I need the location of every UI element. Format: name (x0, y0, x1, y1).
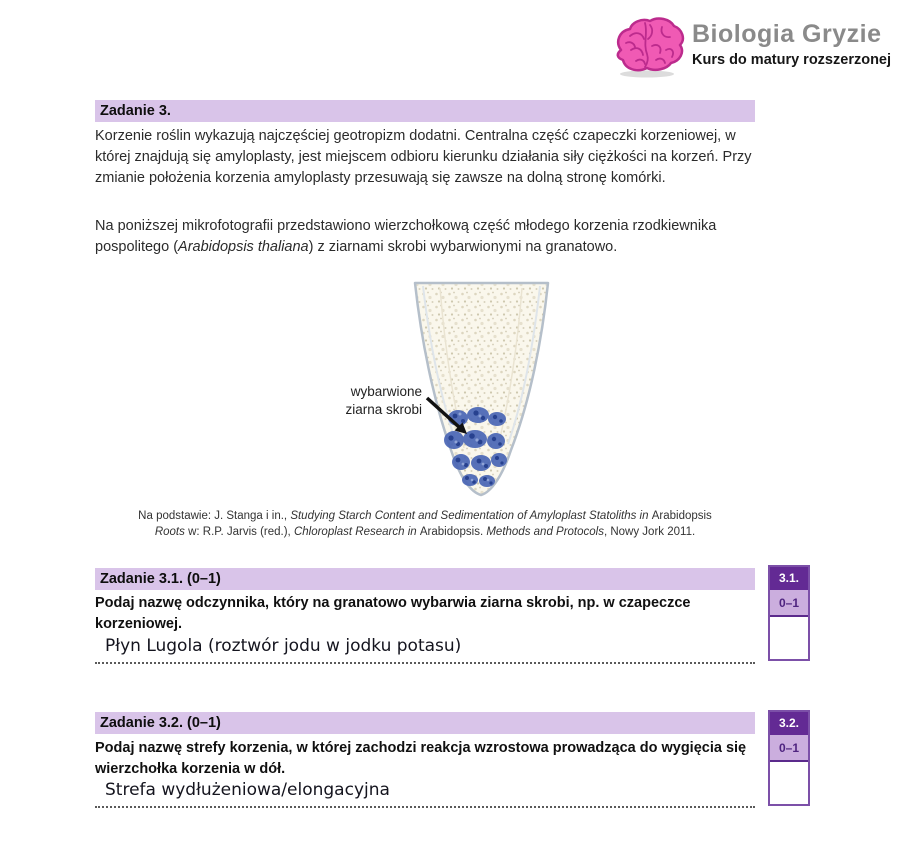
task3-header-bar (95, 100, 755, 122)
task32-score-points: 0–1 (770, 735, 808, 762)
task32-score-empty-cell (770, 762, 808, 804)
brand-subtitle: Kurs do matury rozszerzonej (692, 52, 892, 68)
task3-header-label: Zadanie 3. (100, 103, 171, 119)
figure-label-line2: ziarna skrobi (345, 402, 422, 417)
citation-line1: Na podstawie: J. Stanga i in., Studying Starch Content and Sedimentation of Amyloplast Statoliths in Arabidopsis (138, 510, 712, 522)
task3-intro-paragraph: Korzenie roślin wykazują najczęściej geotropizm dodatni. Centralna część czapeczki korzeniowej, w której znajdują się amyloplasty, jest miejscem odbioru kierunku działania siły ciężkości na korzeń. Przy zmianie położenia korzenia amyloplasty przesuwają się zawsze na dolną stronę komórki. (95, 128, 752, 186)
citation (95, 508, 755, 540)
task32-answer-field[interactable]: Strefa wydłużeniowa/elongacyjna (95, 780, 755, 808)
brand-title: Biologia Gryzie (692, 20, 882, 48)
task31-score-points: 0–1 (770, 590, 808, 617)
task31-score-empty-cell (770, 617, 808, 659)
brand-header (608, 14, 892, 80)
root-microphotograph (330, 278, 600, 504)
figure-label-line1: wybarwione (350, 384, 422, 399)
task31-header-label: Zadanie 3.1. (0–1) (100, 571, 221, 587)
task31-answer-field[interactable]: Płyn Lugola (roztwór jodu w jodku potasu) (95, 636, 755, 664)
brand-text (692, 20, 891, 68)
task32-score-label: 3.2. (770, 712, 808, 735)
task32-question: Podaj nazwę strefy korzenia, w której zachodzi reakcja wzrostowa prowadząca do wygięcia się wierzchołka korzenia w dół. (95, 740, 747, 777)
task3-photo-paragraph: Na poniższej mikrofotografii przedstawiono wierzchołkową część młodego korzenia rzodkiewnika pospolitego (Arabidopsis thaliana) z ziarnami skrobi wybarwionymi na granatowo. (95, 218, 717, 255)
task31-score-label: 3.1. (770, 567, 808, 590)
task32-score-box (768, 710, 810, 806)
task32-header-bar (95, 712, 755, 734)
task31-score-box (768, 565, 810, 661)
task31-header-bar (95, 568, 755, 590)
task31-question: Podaj nazwę odczynnika, który na granatowo wybarwia ziarna skrobi, np. w czapeczce korzeniowej. (95, 595, 691, 632)
citation-line2: Roots w: R.P. Jarvis (red.), Chloroplast Research in Arabidopsis. Methods and Protocols, Nowy Jork 2011. (154, 526, 696, 538)
task32-header-label: Zadanie 3.2. (0–1) (100, 715, 221, 731)
brain-icon (608, 16, 686, 80)
